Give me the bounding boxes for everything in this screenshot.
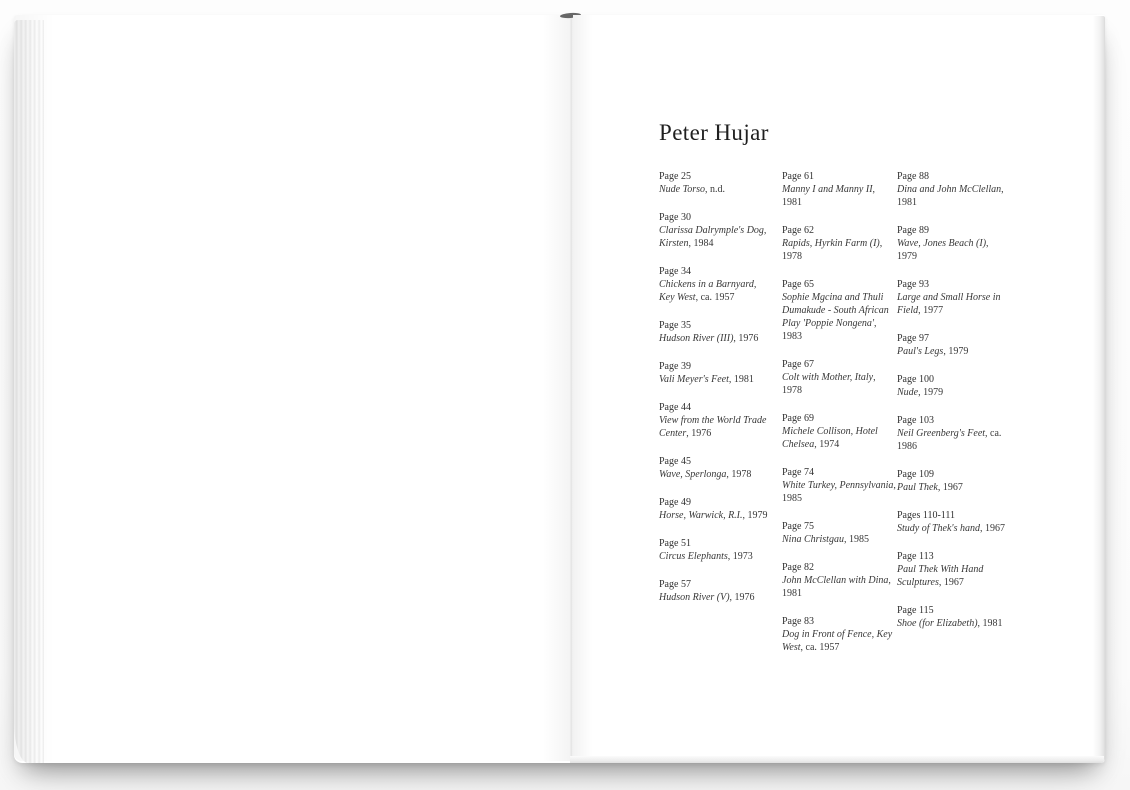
index-entry	[897, 414, 1011, 453]
entry-page-label: Page 83	[782, 616, 814, 627]
index-entry	[897, 278, 1011, 317]
entry-page-label: Page 30	[659, 212, 691, 223]
entry-title: Nina Christgau, 1985	[782, 534, 869, 545]
entry-title: Large and Small Horse in Field, 1977	[897, 292, 1001, 316]
entry-title: Wave, Sperlonga, 1978	[659, 469, 752, 480]
index-entry	[782, 278, 896, 343]
entry-page-label: Page 103	[897, 415, 934, 426]
entry-title: Neil Greenberg's Feet, ca. 1986	[897, 428, 1002, 452]
entry-page-label: Page 25	[659, 171, 691, 182]
index-column	[782, 170, 896, 669]
entry-page-label: Page 35	[659, 320, 691, 331]
index-entry	[659, 496, 773, 522]
entry-page-label: Page 74	[782, 467, 814, 478]
entry-title: Rapids, Hyrkin Farm (I), 1978	[782, 238, 883, 262]
index-entry	[897, 170, 1011, 209]
entry-title: Chickens in a Barnyard, Key West, ca. 1957	[659, 279, 757, 303]
left-page-stack-edge	[14, 20, 44, 763]
index-entry	[897, 509, 1011, 535]
entry-page-label: Page 34	[659, 266, 691, 277]
index-entry	[659, 578, 773, 604]
entry-page-label: Page 39	[659, 361, 691, 372]
index-entry	[659, 170, 773, 196]
index-entry	[782, 170, 896, 209]
index-entry	[659, 401, 773, 440]
index-entry	[782, 561, 896, 600]
entry-page-label: Page 97	[897, 333, 929, 344]
index-entry	[897, 550, 1011, 589]
index-entry	[659, 537, 773, 563]
entry-page-label: Page 45	[659, 456, 691, 467]
entry-title: Paul's Legs, 1979	[897, 346, 969, 357]
left-blank-page	[14, 15, 570, 761]
entry-title: Hudson River (V), 1976	[659, 592, 755, 603]
entry-title: Study of Thek's hand, 1967	[897, 523, 1005, 534]
entry-title: View from the World Trade Center, 1976	[659, 415, 767, 439]
index-entry	[659, 360, 773, 386]
entry-page-label: Page 100	[897, 374, 934, 385]
entry-title: Nude Torso, n.d.	[659, 184, 726, 195]
entry-page-label: Page 109	[897, 469, 934, 480]
entry-title: Vali Meyer's Feet, 1981	[659, 374, 754, 385]
entry-page-label: Page 65	[782, 279, 814, 290]
entry-title: Horse, Warwick, R.I., 1979	[659, 510, 768, 521]
entry-page-label: Page 62	[782, 225, 814, 236]
open-book	[14, 15, 1105, 763]
index-entry	[782, 412, 896, 451]
entry-page-label: Page 69	[782, 413, 814, 424]
index-entry	[897, 468, 1011, 494]
entry-page-label: Page 82	[782, 562, 814, 573]
entry-page-label: Pages 110-111	[897, 510, 956, 521]
entry-title: White Turkey, Pennsylvania, 1985	[782, 480, 896, 504]
index-entry	[659, 455, 773, 481]
index-entry	[782, 466, 896, 505]
entry-title: Nude, 1979	[897, 387, 944, 398]
entry-title: Dog in Front of Fence, Key West, ca. 1957	[782, 629, 893, 653]
index-entry	[782, 520, 896, 546]
index-entry	[659, 211, 773, 250]
index-entry	[782, 615, 896, 654]
entry-page-label: Page 49	[659, 497, 691, 508]
entry-title: Paul Thek, 1967	[897, 482, 963, 493]
entry-title: Wave, Jones Beach (I), 1979	[897, 238, 989, 262]
entry-title: Paul Thek With Hand Sculptures, 1967	[897, 564, 984, 588]
index-entry	[897, 332, 1011, 358]
index-entry	[897, 224, 1011, 263]
entry-page-label: Page 75	[782, 521, 814, 532]
index-entry	[782, 224, 896, 263]
entry-title: Circus Elephants, 1973	[659, 551, 753, 562]
entry-page-label: Page 44	[659, 402, 691, 413]
index-entry	[659, 265, 773, 304]
entry-title: Dina and John McClellan, 1981	[897, 184, 1004, 208]
entry-title: Hudson River (III), 1976	[659, 333, 759, 344]
entry-page-label: Page 67	[782, 359, 814, 370]
entry-page-label: Page 89	[897, 225, 929, 236]
entry-title: John McClellan with Dina, 1981	[782, 575, 891, 599]
entry-title: Colt with Mother, Italy, 1978	[782, 372, 876, 396]
entry-page-label: Page 57	[659, 579, 691, 590]
entry-page-label: Page 93	[897, 279, 929, 290]
index-entry	[897, 604, 1011, 630]
entry-title: Michele Collison, Hotel Chelsea, 1974	[782, 426, 878, 450]
entry-page-label: Page 115	[897, 605, 934, 616]
index-entry	[659, 319, 773, 345]
entry-title: Shoe (for Elizabeth), 1981	[897, 618, 1003, 629]
cover-edge-right	[1093, 16, 1105, 762]
index-entry	[782, 358, 896, 397]
entry-page-label: Page 113	[897, 551, 934, 562]
cover-edge-bottom	[570, 756, 1104, 763]
entry-page-label: Page 61	[782, 171, 814, 182]
entry-title: Manny I and Manny II, 1981	[782, 184, 876, 208]
page-title: Peter Hujar	[659, 120, 769, 145]
entry-title: Sophie Mgcina and Thuli Dumakude - South African Play 'Poppie Nongena', 1983	[782, 292, 889, 342]
index-column	[897, 170, 1011, 645]
index-entry	[897, 373, 1011, 399]
entry-title: Clarissa Dalrymple's Dog, Kirsten, 1984	[659, 225, 767, 249]
index-column	[659, 170, 773, 619]
entry-page-label: Page 51	[659, 538, 691, 549]
entry-page-label: Page 88	[897, 171, 929, 182]
